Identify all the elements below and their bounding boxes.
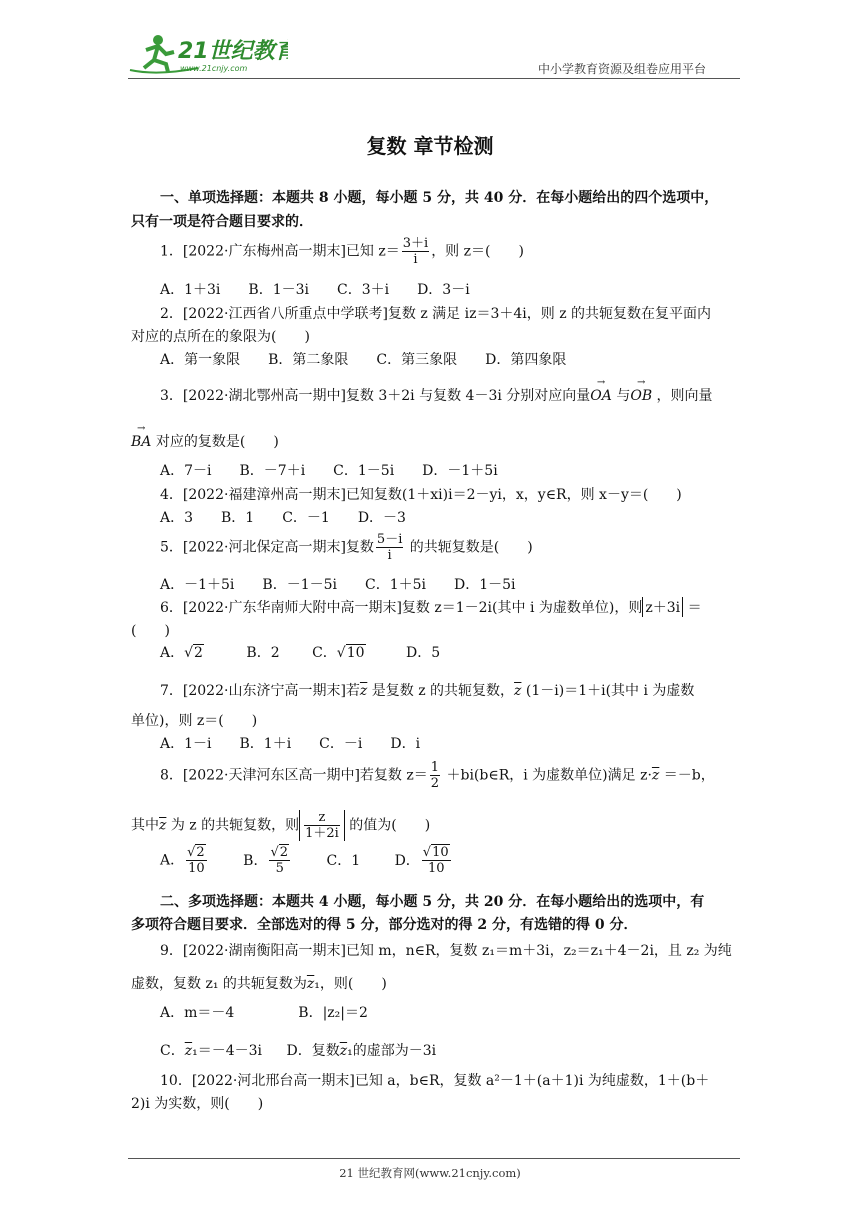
q2-options: A．第一象限 B．第二象限 C．第三象限 D．第四象限 [160, 352, 567, 368]
q9-options-ab: A．m＝－4 B．|z₂|＝2 [160, 1005, 368, 1021]
q6-options: A．√2 B．2 C．√10 D．5 [160, 645, 441, 661]
page-title: 复数 章节检测 [366, 134, 494, 158]
q6-stem: 6．[2022·广东华南师大附中高一期末]复数 z＝1－2i(其中 i 为虚数单位)，则 z＋3i ＝ [160, 597, 702, 617]
q5-fraction: $\frac{5-i}{i}$ [376, 532, 403, 563]
q1-options: A．1＋3i B．1－3i C．3＋i D．3－i [160, 282, 470, 298]
svg-text:21世纪教育: 21世纪教育 [178, 39, 288, 64]
q1-fraction: $\frac{3+i}{i}$ [402, 236, 429, 267]
q3-stem: 3．[2022·湖北鄂州高一期中]复数 3＋2i 与复数 4－3i 分别对应向量→ OA 与→ OB ，则向量 [160, 385, 713, 405]
platform-name: 中小学教育资源及组卷应用平台 [538, 62, 707, 76]
runner-icon [128, 32, 288, 76]
svg-text:www.21cnjy.com: www.21cnjy.com [180, 64, 248, 73]
q7-stem-2: 单位)，则 z＝( ) [131, 713, 258, 729]
q7-stem: 7．[2022·山东济宁高一期末]若$\overline{z}$ 是复数 z 的共轭复数，$\overline{z}$ (1－i)＝1＋i(其中 i 为虚数 [160, 683, 695, 699]
section2-heading-2: 多项符合题目要求．全部选对的得 5 分，部分选对的得 2 分，有选错的得 0 分． [131, 917, 638, 933]
q3-stem-2: → BA 对应的复数是( ) [131, 431, 279, 451]
q9-stem-2: 虚数，复数 z₁ 的共轭复数为$\overline{z}_1$，则( ) [131, 976, 387, 992]
q10-stem: 10．[2022·河北邢台高一期末]已知 a，b∈R，复数 a²－1＋(a＋1)i 为纯虚数，1＋(b＋ [160, 1073, 710, 1089]
section1-heading: 一、单项选择题：本题共 8 小题，每小题 5 分，共 40 分．在每小题给出的四个选项中， [160, 190, 719, 206]
footer-divider [128, 1158, 740, 1159]
q9-stem: 9．[2022·湖南衡阳高一期末]已知 m，n∈R，复数 z₁＝m＋3i，z₂＝z₁＋4－2i，且 z₂ 为纯 [160, 943, 732, 959]
q3-options: A．7－i B．－7＋i C．1－5i D．－1＋5i [160, 463, 498, 479]
q1-stem: 1．[2022·广东梅州高一期末]已知 z＝ $\frac{3+i}{i}$ ，则 z＝( ) [160, 236, 524, 267]
logo [128, 32, 288, 76]
section1-heading-2: 只有一项是符合题目要求的． [131, 214, 313, 230]
q8-fraction: $\frac{1}{2}$ [430, 760, 440, 791]
q6-stem-2: ( ) [131, 623, 170, 639]
q8-stem-2: 其中$\overline{z}$ 为 z 的共轭复数，则 $\frac{z}{1+2i}$ 的值为( ) [131, 810, 431, 841]
footer-text: 21 世纪教育网(www.21cnjy.com) [339, 1166, 521, 1180]
header-divider [128, 78, 740, 79]
q4-options: A．3 B．1 C．－1 D．－3 [160, 510, 406, 526]
q2-stem-2: 对应的点所在的象限为( ) [131, 329, 310, 345]
q2-stem: 2．[2022·江西省八所重点中学联考]复数 z 满足 iz＝3＋4i，则 z 的共轭复数在复平面内 [160, 306, 712, 322]
q5-options: A．－1＋5i B．－1－5i C．1＋5i D．1－5i [160, 577, 516, 593]
q4-stem: 4．[2022·福建漳州高一期末]已知复数(1＋xi)i＝2－yi，x，y∈R，则 x－y＝( ) [160, 487, 682, 503]
q8-options: A． $\frac{√2}{10}$ B． $\frac{√2}{5}$ C．1 D． $\frac{√10}{10}$ [160, 845, 449, 876]
q9-options-cd: C．$\overline{z}_1=-4-3i$ D．复数$\overline{z}_1$的虚部为－3i [160, 1043, 437, 1059]
q5-stem: 5．[2022·河北保定高一期末]复数 $\frac{5-i}{i}$ 的共轭复数是( ) [160, 532, 533, 563]
q7-options: A．1－i B．1＋i C．－i D．i [160, 736, 421, 752]
q10-stem-2: 2)i 为实数，则( ) [131, 1096, 264, 1112]
q8-stem: 8．[2022·天津河东区高一期中]若复数 z＝ $\frac{1}{2}$ ＋bi(b∈R，i 为虚数单位)满足 $z\cdot\overline{z} =-b$， [160, 760, 715, 791]
section2-heading: 二、多项选择题：本题共 4 小题，每小题 5 分，共 20 分．在每小题给出的选项中，有 [160, 894, 705, 910]
